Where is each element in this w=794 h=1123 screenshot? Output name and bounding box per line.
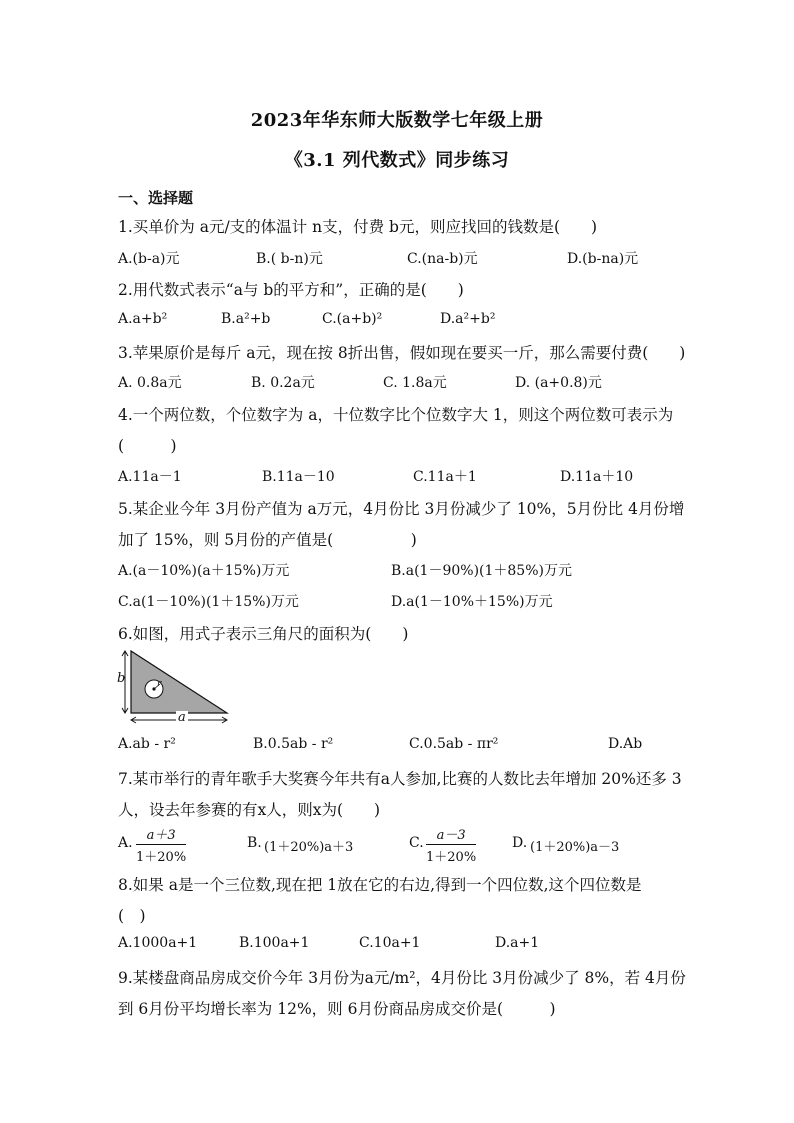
q6-option-c: C.0.5ab - πr² xyxy=(409,736,499,752)
q4-option-c: C.11a＋1 xyxy=(413,469,477,485)
q3-option-b: B. 0.2a元 xyxy=(251,375,315,391)
question-9-line-1: 9.某楼盘商品房成交价今年 3月份为a元/m²，4月份比 3月份减少了 8%，若 4月份 xyxy=(118,969,686,987)
q1-option-c: C.(na-b)元 xyxy=(407,251,478,267)
triangle-ruler-figure xyxy=(116,647,234,727)
q8-option-d: D.a+1 xyxy=(495,935,540,951)
document-title: 2023年华东师大版数学七年级上册 xyxy=(250,110,544,131)
q7-option-b-expression: (1＋20%)a＋3 xyxy=(264,840,354,855)
q1-option-a: A.(b-a)元 xyxy=(118,251,180,267)
q7-option-a-fraction xyxy=(136,824,186,865)
q2-option-d: D.a²+b² xyxy=(440,311,496,327)
q5-option-a: A.(a－10%)(a＋15%)万元 xyxy=(118,563,290,579)
question-5-line-2: 加了 15%，则 5月份的产值是( ) xyxy=(118,531,417,549)
q7-option-c-denominator: 1＋20% xyxy=(426,850,477,865)
question-7-line-1: 7.某市举行的青年歌手大奖赛今年共有a人参加,比赛的人数比去年增加 20%还多 3 xyxy=(118,770,682,788)
question-4-line-2: ( ) xyxy=(118,437,177,455)
q8-option-b: B.100a+1 xyxy=(239,935,310,951)
section-heading: 一、选择题 xyxy=(118,189,194,207)
question-6: 6.如图，用式子表示三角尺的面积为( ) xyxy=(118,625,409,643)
document-subtitle: 《3.1 列代数式》同步练习 xyxy=(284,150,510,171)
question-5-line-1: 5.某企业今年 3月份产值为 a万元，4月份比 3月份减少了 10%，5月份比 4月份增 xyxy=(118,500,685,518)
q2-option-b: B.a²+b xyxy=(221,311,271,327)
q6-option-a: A.ab - r² xyxy=(118,736,176,752)
question-8-line-2: ( ) xyxy=(118,907,146,925)
q7-option-d-label: D. xyxy=(512,835,528,851)
figure-label-r: r xyxy=(157,679,162,689)
q3-option-a: A. 0.8a元 xyxy=(118,375,182,391)
q7-option-c-fraction xyxy=(426,824,476,865)
q7-option-c-label: C. xyxy=(409,835,424,851)
question-3: 3.苹果原价是每斤 a元，现在按 8折出售，假如现在要买一斤，那么需要付费( ) xyxy=(118,344,686,362)
q7-option-a-denominator: 1＋20% xyxy=(136,850,187,865)
q1-option-d: D.(b-na)元 xyxy=(567,251,639,267)
q2-option-c: C.(a+b)² xyxy=(322,311,383,327)
q5-option-d: D.a(1－10%＋15%)万元 xyxy=(391,594,553,610)
q4-option-a: A.11a－1 xyxy=(118,469,182,485)
q4-option-b: B.11a－10 xyxy=(262,469,335,485)
q7-option-b-label: B. xyxy=(247,835,262,851)
q1-option-b: B.( b-n)元 xyxy=(256,251,323,267)
q3-option-c: C. 1.8a元 xyxy=(383,375,447,391)
q7-option-a-label: A. xyxy=(118,835,133,851)
q7-option-a-numerator: a＋3 xyxy=(136,824,186,845)
question-2: 2.用代数式表示“a与 b的平方和”，正确的是( ) xyxy=(118,281,464,299)
question-7-line-2: 人，设去年参赛的有x人，则x为( ) xyxy=(118,801,381,819)
question-4-line-1: 4.一个两位数，个位数字为 a，十位数字比个位数字大 1，则这个两位数可表示为 xyxy=(118,406,674,424)
figure-label-b: b xyxy=(117,671,126,686)
q3-option-d: D. (a+0.8)元 xyxy=(515,375,602,391)
q6-option-d: D.Ab xyxy=(608,736,643,752)
question-9-line-2: 到 6月份平均增长率为 12%，则 6月份商品房成交价是( ) xyxy=(118,1000,556,1018)
q7-option-c-numerator: a－3 xyxy=(426,824,476,845)
q5-option-b: B.a(1－90%)(1＋85%)万元 xyxy=(391,563,572,579)
question-1: 1.买单价为 a元/支的体温计 n支，付费 b元，则应找回的钱数是( ) xyxy=(118,218,598,236)
q8-option-c: C.10a+1 xyxy=(359,935,421,951)
q5-option-c: C.a(1－10%)(1＋15%)万元 xyxy=(118,594,299,610)
question-8-line-1: 8.如果 a是一个三位数,现在把 1放在它的右边,得到一个四位数,这个四位数是 xyxy=(118,876,642,894)
figure-label-a: a xyxy=(178,710,186,725)
q2-option-a: A.a+b² xyxy=(118,311,168,327)
q6-option-b: B.0.5ab - r² xyxy=(253,736,334,752)
q7-option-d-expression: (1＋20%)a－3 xyxy=(530,840,620,855)
q4-option-d: D.11a＋10 xyxy=(560,469,634,485)
triangle-shape xyxy=(131,651,227,713)
q8-option-a: A.1000a+1 xyxy=(118,935,198,951)
